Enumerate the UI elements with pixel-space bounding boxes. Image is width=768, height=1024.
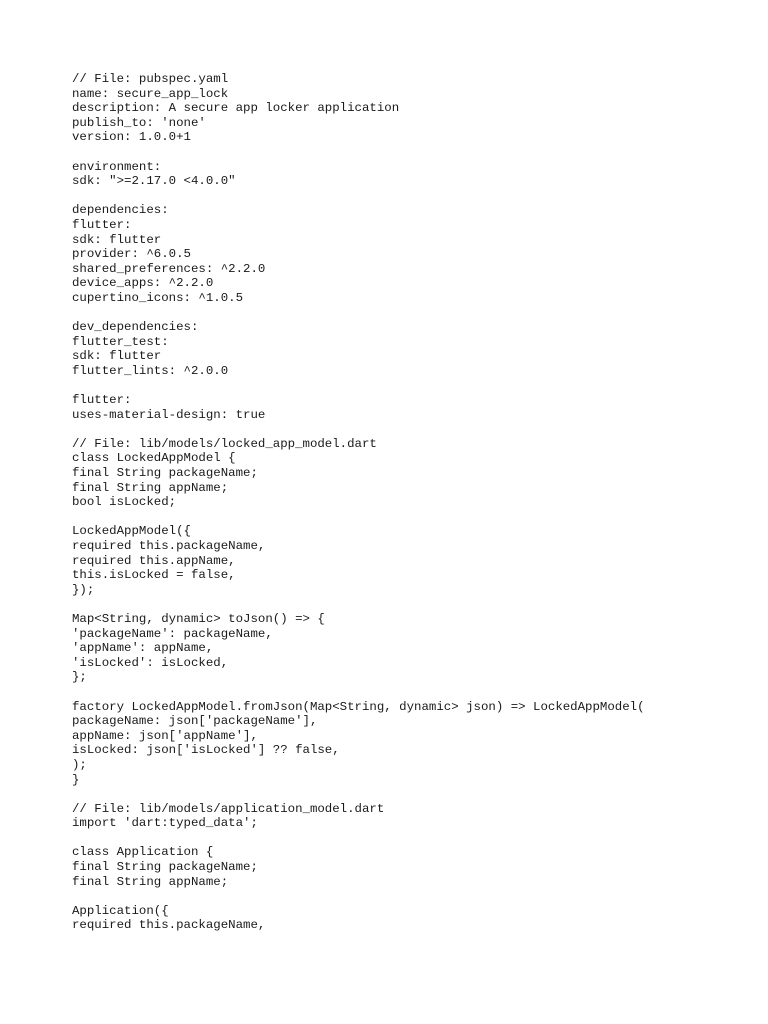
code-line: sdk: flutter (72, 349, 162, 364)
blank-line (72, 597, 752, 612)
code-line: 'appName': appName, (72, 641, 214, 656)
blank-line (72, 145, 752, 160)
code-line: final String packageName; (72, 860, 258, 875)
code-block (72, 72, 752, 933)
blank-line (72, 889, 752, 904)
code-line: // File: pubspec.yaml (72, 72, 229, 86)
code-line: description: A secure app locker application (72, 101, 400, 116)
code-line: dependencies: (72, 203, 169, 218)
code-line: shared_preferences: ^2.2.0 (72, 261, 266, 276)
code-line: flutter_test: (72, 334, 169, 349)
blank-line (72, 422, 752, 437)
code-line: final String appName; (72, 874, 229, 889)
blank-line (72, 378, 752, 393)
code-line: Application({ (72, 903, 169, 918)
code-line: 'isLocked': isLocked, (72, 655, 229, 670)
code-line: packageName: json['packageName'], (72, 714, 318, 729)
code-line: flutter_lints: ^2.0.0 (72, 363, 229, 378)
code-line: name: secure_app_lock (72, 86, 229, 101)
code-line: flutter: (72, 393, 132, 408)
code-line: sdk: flutter (72, 232, 162, 247)
code-line: LockedAppModel({ (72, 524, 191, 539)
code-line: provider: ^6.0.5 (72, 247, 191, 262)
document-page (72, 72, 752, 933)
code-line: uses-material-design: true (72, 407, 266, 422)
code-line: sdk: ">=2.17.0 <4.0.0" (72, 174, 236, 189)
code-line: required this.packageName, (72, 918, 266, 933)
code-line: // File: lib/models/application_model.dart (72, 801, 385, 816)
code-line: publish_to: 'none' (72, 115, 206, 130)
code-line: required this.appName, (72, 553, 236, 568)
code-line: appName: json['appName'], (72, 728, 258, 743)
code-line: factory LockedAppModel.fromJson(Map<String, dynamic> json) => LockedAppModel( (72, 699, 645, 714)
code-line: version: 1.0.0+1 (72, 130, 191, 145)
code-line: } (72, 772, 80, 787)
code-line: required this.packageName, (72, 539, 266, 553)
blank-line (72, 306, 752, 321)
code-line: Map<String, dynamic> toJson() => { (72, 611, 325, 626)
code-line: final String appName; (72, 480, 229, 495)
code-line: dev_dependencies: (72, 320, 199, 335)
code-line: final String packageName; (72, 466, 258, 481)
code-line: isLocked: json['isLocked'] ?? false, (72, 743, 340, 758)
code-line: }); (72, 582, 95, 597)
code-line: class LockedAppModel { (72, 451, 236, 466)
code-line: environment: (72, 159, 162, 174)
code-line: flutter: (72, 217, 132, 232)
code-line: bool isLocked; (72, 495, 177, 510)
blank-line (72, 787, 752, 802)
code-line: class Application { (72, 845, 214, 860)
blank-line (72, 189, 752, 204)
blank-line (72, 685, 752, 700)
blank-line (72, 831, 752, 846)
code-line: 'packageName': packageName, (72, 626, 273, 641)
code-line: import 'dart:typed_data'; (72, 816, 258, 831)
code-line: // File: lib/models/locked_app_model.dart (72, 436, 377, 451)
code-line: this.isLocked = false, (72, 568, 236, 583)
blank-line (72, 510, 752, 525)
code-line: }; (72, 670, 87, 685)
code-line: device_apps: ^2.2.0 (72, 276, 214, 291)
code-line: ); (72, 757, 87, 772)
code-line: cupertino_icons: ^1.0.5 (72, 290, 244, 305)
